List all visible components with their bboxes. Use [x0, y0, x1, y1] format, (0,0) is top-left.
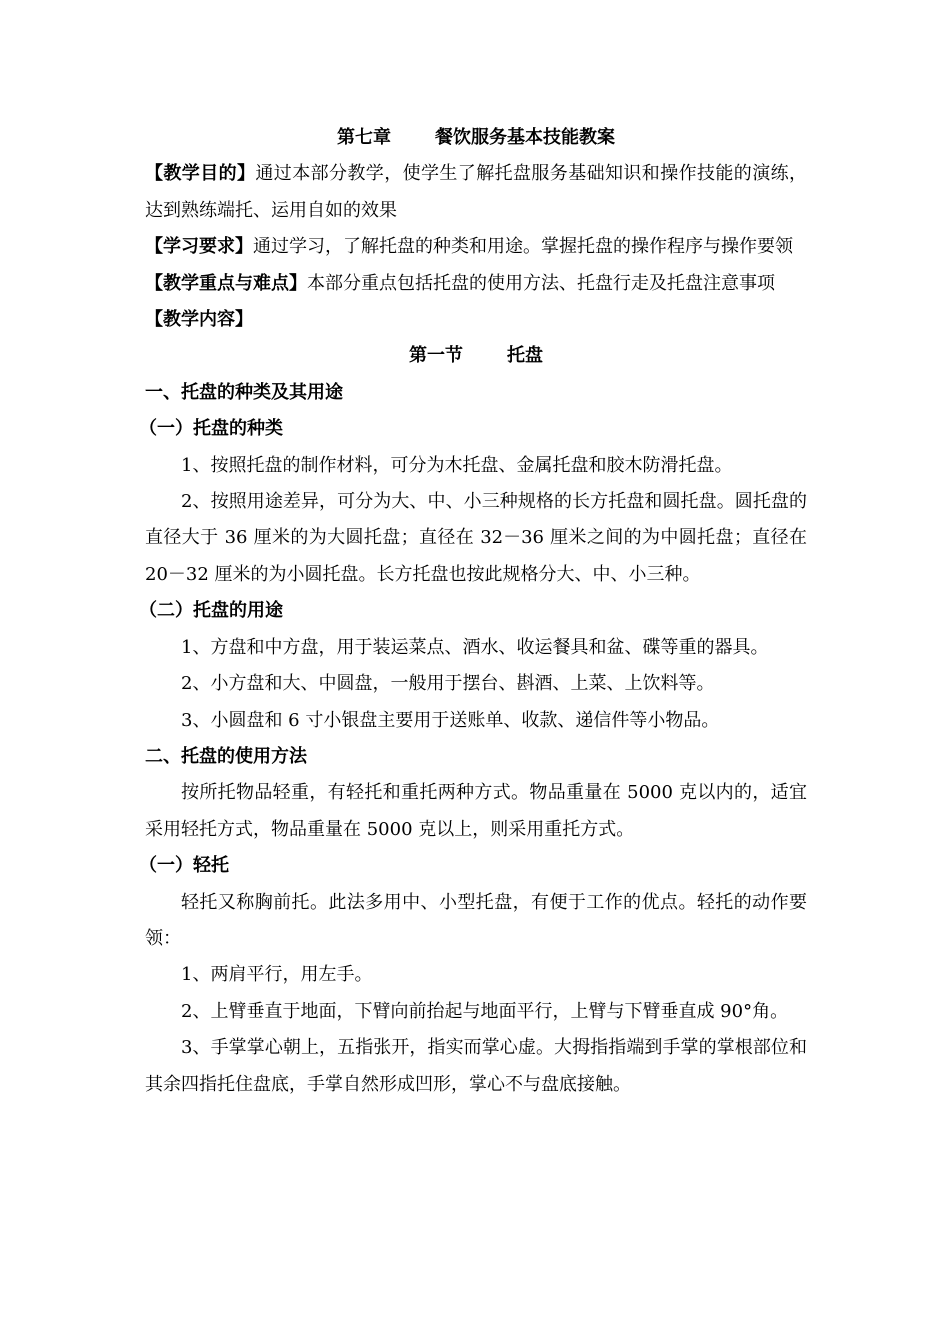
requirement-label: 【学习要求】 [145, 236, 253, 258]
requirement-text: 通过学习，了解托盘的种类和用途。掌握托盘的操作程序与操作要领 [253, 236, 793, 258]
objective-label: 【教学目的】 [145, 163, 256, 185]
document-body [139, 120, 808, 1103]
part2-heading: 二、托盘的使用方法 [145, 745, 307, 767]
chapter-number: 第七章 [337, 127, 391, 148]
part1-sub2-heading: （二）托盘的用途 [139, 600, 283, 622]
list-item: 1、两肩平行，用左手。 [181, 964, 373, 986]
part2-intro: 按所托物品轻重，有轻托和重托两种方式。物品重量在 5000 克以内的，适宜采用轻托方式，物品重量在 5000 克以上，则采用重托方式。 [145, 782, 807, 840]
learning-requirement [145, 229, 807, 265]
content-label: 【教学内容】 [145, 309, 253, 331]
list-item: 1、方盘和中方盘，用于装运菜点、酒水、收运餐具和盆、碟等重的器具。 [181, 636, 769, 658]
list-item: 1、按照托盘的制作材料，可分为木托盘、金属托盘和胶木防滑托盘。 [181, 454, 733, 476]
key-points-label: 【教学重点与难点】 [145, 272, 307, 294]
part2-sub1-heading: （一）轻托 [139, 855, 229, 877]
chapter-title [145, 120, 807, 156]
part1-sub1-heading: （一）托盘的种类 [139, 418, 283, 440]
key-points-text: 本部分重点包括托盘的使用方法、托盘行走及托盘注意事项 [307, 272, 775, 294]
key-points [145, 266, 807, 302]
part1-heading: 一、托盘的种类及其用途 [145, 381, 343, 403]
list-item: 3、小圆盘和 6 寸小银盘主要用于送账单、收款、递信件等小物品。 [181, 709, 720, 731]
list-item: 2、上臂垂直于地面，下臂向前抬起与地面平行，上臂与下臂垂直成 90°角。 [181, 1000, 789, 1022]
list-item: 2、按照用途差异，可分为大、中、小三种规格的长方托盘和圆托盘。圆托盘的直径大于 36 厘米的为大圆托盘；直径在 32－36 厘米之间的为中圆托盘；直径在 20－32 厘米的为小圆托盘。长方托盘也按此规格分大、中、小三种。 [145, 491, 807, 585]
list-item: 3、手掌掌心朝上，五指张开，指实而掌心虚。大拇指指端到手掌的掌根部位和其余四指托住盘底，手掌自然形成凹形，掌心不与盘底接触。 [145, 1037, 807, 1095]
objective-text: 通过本部分教学，使学生了解托盘服务基础知识和操作技能的演练，达到熟练端托、运用自如的效果 [145, 163, 808, 221]
part2-sub1-intro: 轻托又称胸前托。此法多用中、小型托盘，有便于工作的优点。轻托的动作要领： [145, 891, 807, 949]
section-title [145, 338, 807, 374]
section-name: 托盘 [507, 345, 543, 367]
chapter-name: 餐饮服务基本技能教案 [435, 127, 615, 148]
section-number: 第一节 [409, 345, 463, 367]
teaching-objective [145, 156, 807, 229]
list-item: 2、小方盘和大、中圆盘，一般用于摆台、斟酒、上菜、上饮料等。 [181, 673, 715, 695]
